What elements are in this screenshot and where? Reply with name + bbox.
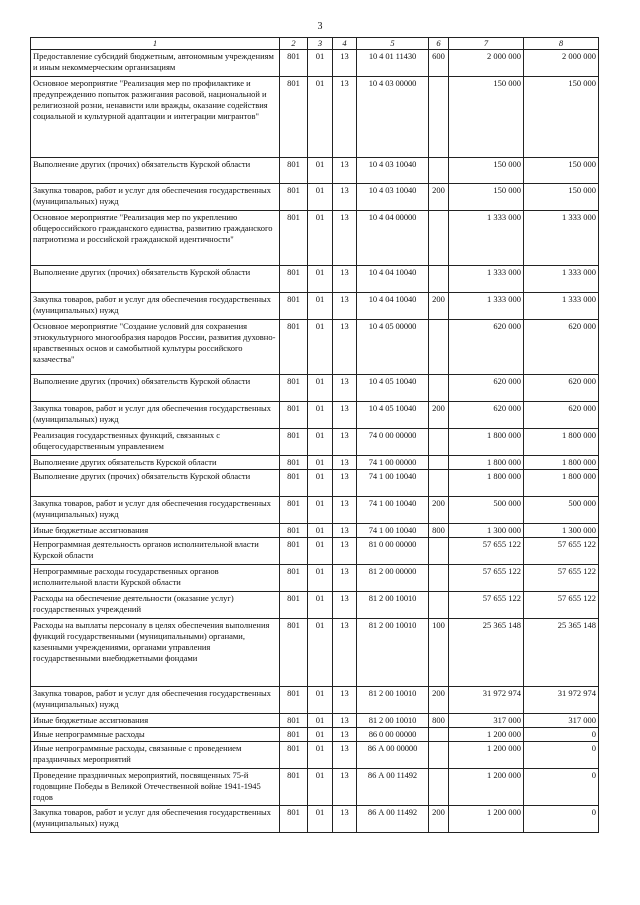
table-row <box>31 184 599 211</box>
admin-code: 801 <box>280 320 308 375</box>
admin-code: 801 <box>280 50 308 77</box>
expense-type-code: 800 <box>429 524 449 538</box>
subsection-code: 13 <box>333 806 357 833</box>
admin-code: 801 <box>280 538 308 565</box>
admin-code: 801 <box>280 742 308 769</box>
amount-year-2: 57 655 122 <box>524 592 599 619</box>
target-article-code: 81 2 00 10010 <box>357 714 429 728</box>
page-number: 3 <box>317 21 323 32</box>
expense-type-code <box>429 158 449 184</box>
target-article-code: 10 4 04 10040 <box>357 293 429 320</box>
table-row <box>31 742 599 769</box>
amount-year-2: 1 333 000 <box>524 293 599 320</box>
header-col-8: 8 <box>524 38 599 50</box>
subsection-code: 13 <box>333 769 357 806</box>
amount-year-1: 57 655 122 <box>449 592 524 619</box>
target-article-code: 10 4 03 10040 <box>357 184 429 211</box>
target-article-code: 10 4 04 00000 <box>357 211 429 266</box>
amount-year-2: 620 000 <box>524 375 599 402</box>
target-article-code: 81 2 00 10010 <box>357 687 429 714</box>
admin-code: 801 <box>280 158 308 184</box>
expense-type-code <box>429 429 449 456</box>
expense-type-code: 200 <box>429 497 449 524</box>
target-article-code: 10 4 03 10040 <box>357 158 429 184</box>
amount-year-2: 1 333 000 <box>524 211 599 266</box>
item-name: Иные бюджетные ассигнования <box>31 714 280 728</box>
amount-year-2: 1 300 000 <box>524 524 599 538</box>
section-code: 01 <box>308 470 333 497</box>
section-code: 01 <box>308 619 333 687</box>
amount-year-2: 0 <box>524 769 599 806</box>
admin-code: 801 <box>280 592 308 619</box>
table-row <box>31 293 599 320</box>
expense-type-code <box>429 769 449 806</box>
admin-code: 801 <box>280 470 308 497</box>
header-col-7: 7 <box>449 38 524 50</box>
section-code: 01 <box>308 375 333 402</box>
target-article-code: 10 4 05 00000 <box>357 320 429 375</box>
item-name: Закупка товаров, работ и услуг для обеспечения государственных (муниципальных) нужд <box>31 402 280 429</box>
table-row <box>31 565 599 592</box>
expense-type-code <box>429 728 449 742</box>
subsection-code: 13 <box>333 565 357 592</box>
expense-type-code <box>429 211 449 266</box>
admin-code: 801 <box>280 687 308 714</box>
table-row <box>31 470 599 497</box>
section-code: 01 <box>308 402 333 429</box>
target-article-code: 10 4 04 10040 <box>357 266 429 293</box>
target-article-code: 81 2 00 10010 <box>357 592 429 619</box>
admin-code: 801 <box>280 293 308 320</box>
admin-code: 801 <box>280 524 308 538</box>
subsection-code: 13 <box>333 714 357 728</box>
section-code: 01 <box>308 429 333 456</box>
amount-year-2: 1 800 000 <box>524 429 599 456</box>
amount-year-2: 57 655 122 <box>524 565 599 592</box>
section-code: 01 <box>308 293 333 320</box>
target-article-code: 81 0 00 00000 <box>357 538 429 565</box>
budget-table <box>30 37 599 833</box>
section-code: 01 <box>308 266 333 293</box>
amount-year-1: 57 655 122 <box>449 565 524 592</box>
admin-code: 801 <box>280 184 308 211</box>
subsection-code: 13 <box>333 320 357 375</box>
subsection-code: 13 <box>333 293 357 320</box>
expense-type-code: 600 <box>429 50 449 77</box>
amount-year-2: 0 <box>524 806 599 833</box>
subsection-code: 13 <box>333 456 357 470</box>
target-article-code: 10 4 05 10040 <box>357 402 429 429</box>
item-name: Выполнение других (прочих) обязательств Курской области <box>31 266 280 293</box>
header-col-4: 4 <box>333 38 357 50</box>
subsection-code: 13 <box>333 211 357 266</box>
item-name: Иные бюджетные ассигнования <box>31 524 280 538</box>
admin-code: 801 <box>280 429 308 456</box>
amount-year-1: 1 200 000 <box>449 728 524 742</box>
expense-type-code <box>429 77 449 158</box>
target-article-code: 10 4 05 10040 <box>357 375 429 402</box>
expense-type-code: 200 <box>429 806 449 833</box>
expense-type-code: 800 <box>429 714 449 728</box>
item-name: Закупка товаров, работ и услуг для обеспечения государственных (муниципальных) нужд <box>31 497 280 524</box>
amount-year-1: 1 200 000 <box>449 806 524 833</box>
section-code: 01 <box>308 565 333 592</box>
target-article-code: 86 0 00 00000 <box>357 728 429 742</box>
subsection-code: 13 <box>333 402 357 429</box>
item-name: Иные непрограммные расходы, связанные с проведением праздничных мероприятий <box>31 742 280 769</box>
admin-code: 801 <box>280 266 308 293</box>
amount-year-2: 620 000 <box>524 402 599 429</box>
target-article-code: 81 2 00 10010 <box>357 619 429 687</box>
amount-year-2: 0 <box>524 728 599 742</box>
admin-code: 801 <box>280 211 308 266</box>
amount-year-2: 1 333 000 <box>524 266 599 293</box>
expense-type-code: 200 <box>429 687 449 714</box>
table-row <box>31 714 599 728</box>
amount-year-1: 1 333 000 <box>449 266 524 293</box>
table-row <box>31 402 599 429</box>
amount-year-1: 150 000 <box>449 77 524 158</box>
amount-year-1: 1 300 000 <box>449 524 524 538</box>
amount-year-2: 57 655 122 <box>524 538 599 565</box>
header-col-3: 3 <box>308 38 333 50</box>
admin-code: 801 <box>280 375 308 402</box>
amount-year-2: 150 000 <box>524 158 599 184</box>
item-name: Выполнение других обязательств Курской области <box>31 456 280 470</box>
subsection-code: 13 <box>333 538 357 565</box>
item-name: Непрограммная деятельность органов исполнительной власти Курской области <box>31 538 280 565</box>
section-code: 01 <box>308 538 333 565</box>
target-article-code: 74 1 00 00000 <box>357 456 429 470</box>
amount-year-2: 25 365 148 <box>524 619 599 687</box>
target-article-code: 10 4 03 00000 <box>357 77 429 158</box>
admin-code: 801 <box>280 565 308 592</box>
table-row <box>31 50 599 77</box>
subsection-code: 13 <box>333 524 357 538</box>
admin-code: 801 <box>280 728 308 742</box>
expense-type-code <box>429 538 449 565</box>
target-article-code: 74 1 00 10040 <box>357 470 429 497</box>
amount-year-1: 57 655 122 <box>449 538 524 565</box>
item-name: Закупка товаров, работ и услуг для обеспечения государственных (муниципальных) нужд <box>31 687 280 714</box>
amount-year-1: 1 800 000 <box>449 429 524 456</box>
amount-year-1: 1 800 000 <box>449 470 524 497</box>
amount-year-1: 1 333 000 <box>449 211 524 266</box>
subsection-code: 13 <box>333 158 357 184</box>
subsection-code: 13 <box>333 592 357 619</box>
expense-type-code <box>429 470 449 497</box>
item-name: Основное мероприятие "Реализация мер по укреплению общероссийского гражданского единства, развитию гражданского патриотизма и российской гражданской идентичности" <box>31 211 280 266</box>
item-name: Предоставление субсидий бюджетным, автономным учреждениям и иным некоммерческим организациям <box>31 50 280 77</box>
table-row <box>31 429 599 456</box>
subsection-code: 13 <box>333 742 357 769</box>
section-code: 01 <box>308 714 333 728</box>
section-code: 01 <box>308 158 333 184</box>
target-article-code: 10 4 01 11430 <box>357 50 429 77</box>
amount-year-2: 317 000 <box>524 714 599 728</box>
table-row <box>31 538 599 565</box>
table-row <box>31 266 599 293</box>
item-name: Выполнение других (прочих) обязательств Курской области <box>31 375 280 402</box>
amount-year-1: 2 000 000 <box>449 50 524 77</box>
expense-type-code <box>429 592 449 619</box>
table-header <box>31 38 599 50</box>
amount-year-1: 620 000 <box>449 375 524 402</box>
expense-type-code <box>429 742 449 769</box>
item-name: Закупка товаров, работ и услуг для обеспечения государственных (муниципальных) нужд <box>31 184 280 211</box>
amount-year-1: 500 000 <box>449 497 524 524</box>
amount-year-1: 1 200 000 <box>449 769 524 806</box>
subsection-code: 13 <box>333 50 357 77</box>
amount-year-1: 25 365 148 <box>449 619 524 687</box>
subsection-code: 13 <box>333 470 357 497</box>
subsection-code: 13 <box>333 619 357 687</box>
target-article-code: 86 А 00 00000 <box>357 742 429 769</box>
admin-code: 801 <box>280 806 308 833</box>
expense-type-code: 200 <box>429 293 449 320</box>
expense-type-code <box>429 565 449 592</box>
target-article-code: 74 1 00 10040 <box>357 524 429 538</box>
admin-code: 801 <box>280 619 308 687</box>
subsection-code: 13 <box>333 687 357 714</box>
item-name: Расходы на обеспечение деятельности (оказание услуг) государственных учреждений <box>31 592 280 619</box>
section-code: 01 <box>308 524 333 538</box>
item-name: Расходы на выплаты персоналу в целях обеспечения выполнения функций государственными (муниципальными) органами, казенными учреждениями, органами управления государственными внебюджетными фондами <box>31 619 280 687</box>
expense-type-code <box>429 320 449 375</box>
subsection-code: 13 <box>333 375 357 402</box>
item-name: Закупка товаров, работ и услуг для обеспечения государственных (муниципальных) нужд <box>31 806 280 833</box>
expense-type-code <box>429 456 449 470</box>
table-row <box>31 456 599 470</box>
table-body <box>31 50 599 833</box>
section-code: 01 <box>308 456 333 470</box>
expense-type-code <box>429 375 449 402</box>
admin-code: 801 <box>280 497 308 524</box>
table-row <box>31 592 599 619</box>
section-code: 01 <box>308 806 333 833</box>
amount-year-1: 1 800 000 <box>449 456 524 470</box>
item-name: Закупка товаров, работ и услуг для обеспечения государственных (муниципальных) нужд <box>31 293 280 320</box>
table-row <box>31 320 599 375</box>
amount-year-1: 620 000 <box>449 320 524 375</box>
amount-year-2: 620 000 <box>524 320 599 375</box>
table-row <box>31 497 599 524</box>
amount-year-2: 150 000 <box>524 77 599 158</box>
amount-year-1: 150 000 <box>449 158 524 184</box>
header-row <box>31 38 599 50</box>
amount-year-1: 1 333 000 <box>449 293 524 320</box>
table-row <box>31 524 599 538</box>
table-row <box>31 77 599 158</box>
section-code: 01 <box>308 742 333 769</box>
section-code: 01 <box>308 184 333 211</box>
item-name: Выполнение других (прочих) обязательств Курской области <box>31 470 280 497</box>
table-row <box>31 375 599 402</box>
admin-code: 801 <box>280 769 308 806</box>
header-col-5: 5 <box>357 38 429 50</box>
subsection-code: 13 <box>333 497 357 524</box>
item-name: Реализация государственных функций, связанных с общегосударственным управлением <box>31 429 280 456</box>
item-name: Основное мероприятие "Реализация мер по профилактике и предупреждению попыток разжигания расовой, национальной и религиозной розни, ненависти или вражды, оказание содействия социальной и культурной адаптации и интеграции мигрантов" <box>31 77 280 158</box>
expense-type-code: 200 <box>429 184 449 211</box>
table-row <box>31 687 599 714</box>
item-name: Непрограммные расходы государственных органов исполнительной власти Курской области <box>31 565 280 592</box>
section-code: 01 <box>308 497 333 524</box>
amount-year-2: 2 000 000 <box>524 50 599 77</box>
table-row <box>31 158 599 184</box>
section-code: 01 <box>308 769 333 806</box>
amount-year-2: 500 000 <box>524 497 599 524</box>
table-row <box>31 769 599 806</box>
target-article-code: 81 2 00 00000 <box>357 565 429 592</box>
section-code: 01 <box>308 728 333 742</box>
section-code: 01 <box>308 687 333 714</box>
section-code: 01 <box>308 592 333 619</box>
section-code: 01 <box>308 320 333 375</box>
subsection-code: 13 <box>333 429 357 456</box>
item-name: Проведение праздничных мероприятий, посвященных 75-й годовщине Победы в Великой Отечественной войне 1941-1945 годов <box>31 769 280 806</box>
target-article-code: 86 А 00 11492 <box>357 769 429 806</box>
header-col-2: 2 <box>280 38 308 50</box>
expense-type-code: 200 <box>429 402 449 429</box>
subsection-code: 13 <box>333 184 357 211</box>
amount-year-2: 0 <box>524 742 599 769</box>
amount-year-2: 150 000 <box>524 184 599 211</box>
item-name: Иные непрограммные расходы <box>31 728 280 742</box>
subsection-code: 13 <box>333 266 357 293</box>
target-article-code: 74 1 00 10040 <box>357 497 429 524</box>
amount-year-1: 317 000 <box>449 714 524 728</box>
amount-year-1: 150 000 <box>449 184 524 211</box>
section-code: 01 <box>308 77 333 158</box>
subsection-code: 13 <box>333 77 357 158</box>
item-name: Основное мероприятие "Создание условий для сохранения этнокультурного многообразия народов России, развития духовно-нравственных основ и самобытной культуры российского казачества" <box>31 320 280 375</box>
amount-year-2: 31 972 974 <box>524 687 599 714</box>
amount-year-2: 1 800 000 <box>524 456 599 470</box>
table-row <box>31 806 599 833</box>
item-name: Выполнение других (прочих) обязательств Курской области <box>31 158 280 184</box>
table-row <box>31 728 599 742</box>
amount-year-2: 1 800 000 <box>524 470 599 497</box>
expense-type-code <box>429 266 449 293</box>
amount-year-1: 31 972 974 <box>449 687 524 714</box>
section-code: 01 <box>308 211 333 266</box>
amount-year-1: 620 000 <box>449 402 524 429</box>
target-article-code: 74 0 00 00000 <box>357 429 429 456</box>
subsection-code: 13 <box>333 728 357 742</box>
header-col-6: 6 <box>429 38 449 50</box>
header-col-1: 1 <box>31 38 280 50</box>
admin-code: 801 <box>280 402 308 429</box>
table-row <box>31 619 599 687</box>
amount-year-1: 1 200 000 <box>449 742 524 769</box>
admin-code: 801 <box>280 77 308 158</box>
section-code: 01 <box>308 50 333 77</box>
admin-code: 801 <box>280 456 308 470</box>
table-row <box>31 211 599 266</box>
target-article-code: 86 А 00 11492 <box>357 806 429 833</box>
expense-type-code: 100 <box>429 619 449 687</box>
admin-code: 801 <box>280 714 308 728</box>
